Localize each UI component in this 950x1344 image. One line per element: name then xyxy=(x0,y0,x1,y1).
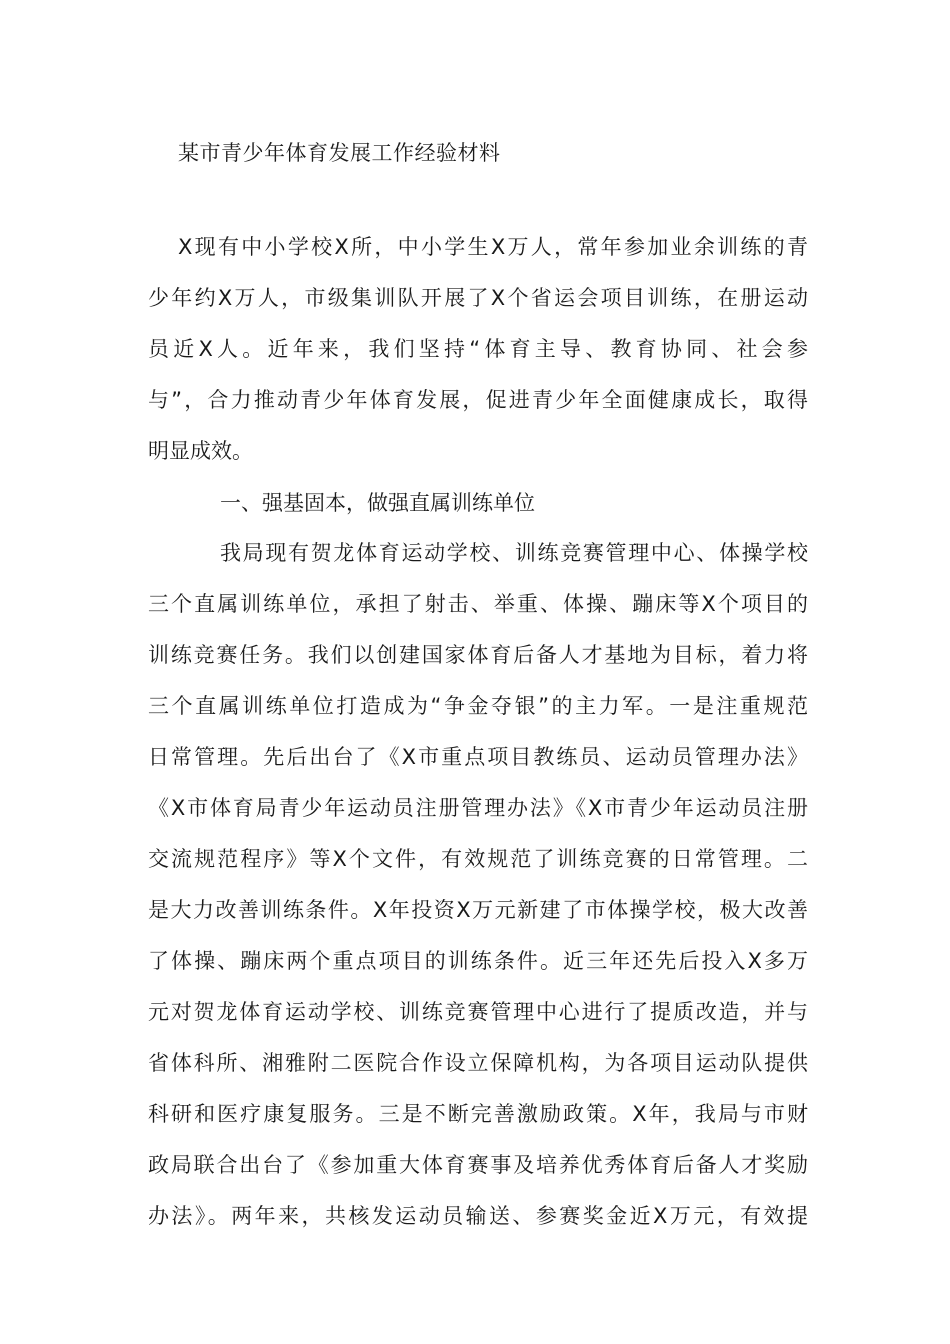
paragraph-line: 了体操、蹦床两个重点项目的训练条件。近三年还先后投入X多万 xyxy=(148,949,808,973)
intro-paragraph xyxy=(148,222,808,477)
paragraph-line: 办法》。两年来，共核发运动员输送、参赛奖金近X万元，有效提 xyxy=(148,1204,808,1228)
paragraph-line: 三个直属训练单位打造成为“争金夺银”的主力军。一是注重规范 xyxy=(148,694,808,718)
paragraph-line: 日常管理。先后出台了《X市重点项目教练员、运动员管理办法》 xyxy=(148,745,808,769)
paragraph-line: 三个直属训练单位，承担了射击、举重、体操、蹦床等X个项目的 xyxy=(148,592,808,616)
paragraph-line: 交流规范程序》等X个文件，有效规范了训练竞赛的日常管理。二 xyxy=(148,847,808,871)
paragraph-line: 我局现有贺龙体育运动学校、训练竞赛管理中心、体操学校 xyxy=(220,541,808,565)
paragraph-line: 员近X人。近年来，我们坚持“体育主导、教育协同、社会参 xyxy=(148,337,808,361)
paragraph-line: 元对贺龙体育运动学校、训练竞赛管理中心进行了提质改造，并与 xyxy=(148,1000,808,1024)
paragraph-line: 是大力改善训练条件。X年投资X万元新建了市体操学校，极大改善 xyxy=(148,898,808,922)
section-heading: 一、强基固本，做强直属训练单位 xyxy=(220,491,535,515)
paragraph-line: 科研和医疗康复服务。三是不断完善激励政策。X年，我局与市财 xyxy=(148,1102,808,1126)
section-paragraph xyxy=(148,528,808,1242)
document-title: 某市青少年体育发展工作经验材料 xyxy=(178,141,501,165)
section-heading-block xyxy=(148,478,808,529)
paragraph-line: 少年约X万人，市级集训队开展了X个省运会项目训练，在册运动 xyxy=(148,286,808,310)
paragraph-line: 与”，合力推动青少年体育发展，促进青少年全面健康成长，取得 xyxy=(148,388,808,412)
paragraph-line: 省体科所、湘雅附二医院合作设立保障机构，为各项目运动队提供 xyxy=(148,1051,808,1075)
paragraph-line: 训练竞赛任务。我们以创建国家体育后备人才基地为目标，着力将 xyxy=(148,643,808,667)
paragraph-line: X现有中小学校X所，中小学生X万人，常年参加业余训练的青 xyxy=(178,235,808,259)
paragraph-line: 政局联合出台了《参加重大体育赛事及培养优秀体育后备人才奖励 xyxy=(148,1153,808,1177)
paragraph-line: 明显成效。 xyxy=(148,439,253,463)
paragraph-line: 《X市体育局青少年运动员注册管理办法》《X市青少年运动员注册 xyxy=(148,796,808,820)
